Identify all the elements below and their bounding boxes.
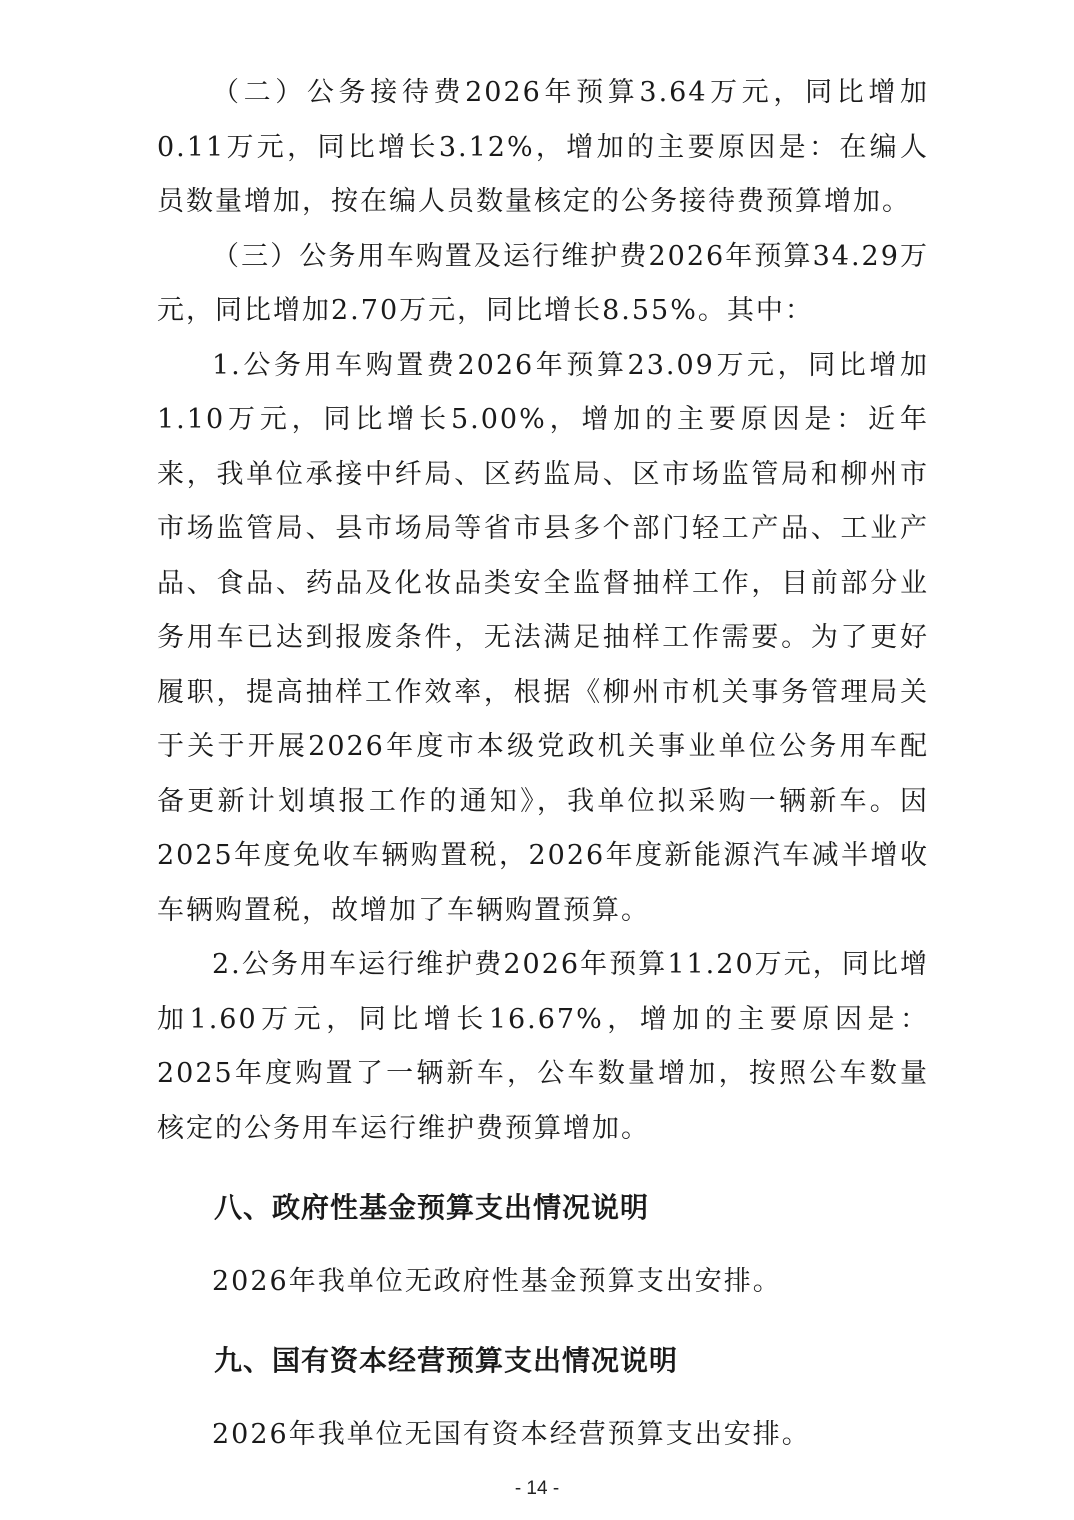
section-heading-government-fund: 八、政府性基金预算支出情况说明 [214, 1191, 650, 1224]
document-body [157, 66, 929, 1462]
section-heading-state-capital: 九、国有资本经营预算支出情况说明 [214, 1343, 679, 1377]
page-number: - 14 - [514, 1478, 560, 1499]
paragraph-government-fund: 2026年我单位无政府性基金预算支出安排。 [212, 1266, 782, 1297]
paragraph-vehicle-fee: （三）公务用车购置及运行维护费2026年预算34.29万元，同比增加2.70万元，同比增长8.55%。其中： [157, 240, 929, 326]
paragraph-vehicle-maintenance: 2.公务用车运行维护费2026年预算11.20万元，同比增加1.60万元，同比增长16.67%，增加的主要原因是：2025年度购置了一辆新车，公车数量增加，按照公车数量核定的公务用车运行维护费预算增加。 [157, 949, 929, 1144]
paragraph-state-capital: 2026年我单位无国有资本经营预算支出安排。 [212, 1418, 811, 1450]
paragraph-reception-fee: （二）公务接待费2026年预算3.64万元，同比增加0.11万元，同比增长3.12%，增加的主要原因是：在编人员数量增加，按在编人员数量核定的公务接待费预算增加。 [157, 77, 929, 217]
paragraph-vehicle-purchase: 1.公务用车购置费2026年预算23.09万元，同比增加1.10万元，同比增长5.00%，增加的主要原因是：近年来，我单位承接中纤局、区药监局、区市场监管局和柳州市市场监管局、县市场局等省市县多个部门轻工产品、工业产品、食品、药品及化妆品类安全监督抽样工作，目前部分业务用车已达到报废条件，无法满足抽样工作需要。为了更好履职，提高抽样工作效率，根据《柳州市机关事务管理局关于关于开展2026年度市本级党政机关事业单位公务用车配备更新计划填报工作的通知》，我单位拟采购一辆新车。因2025年度免收车辆购置税，2026年度新能源汽车减半增收车辆购置税，故增加了车辆购置预算。 [157, 349, 929, 926]
